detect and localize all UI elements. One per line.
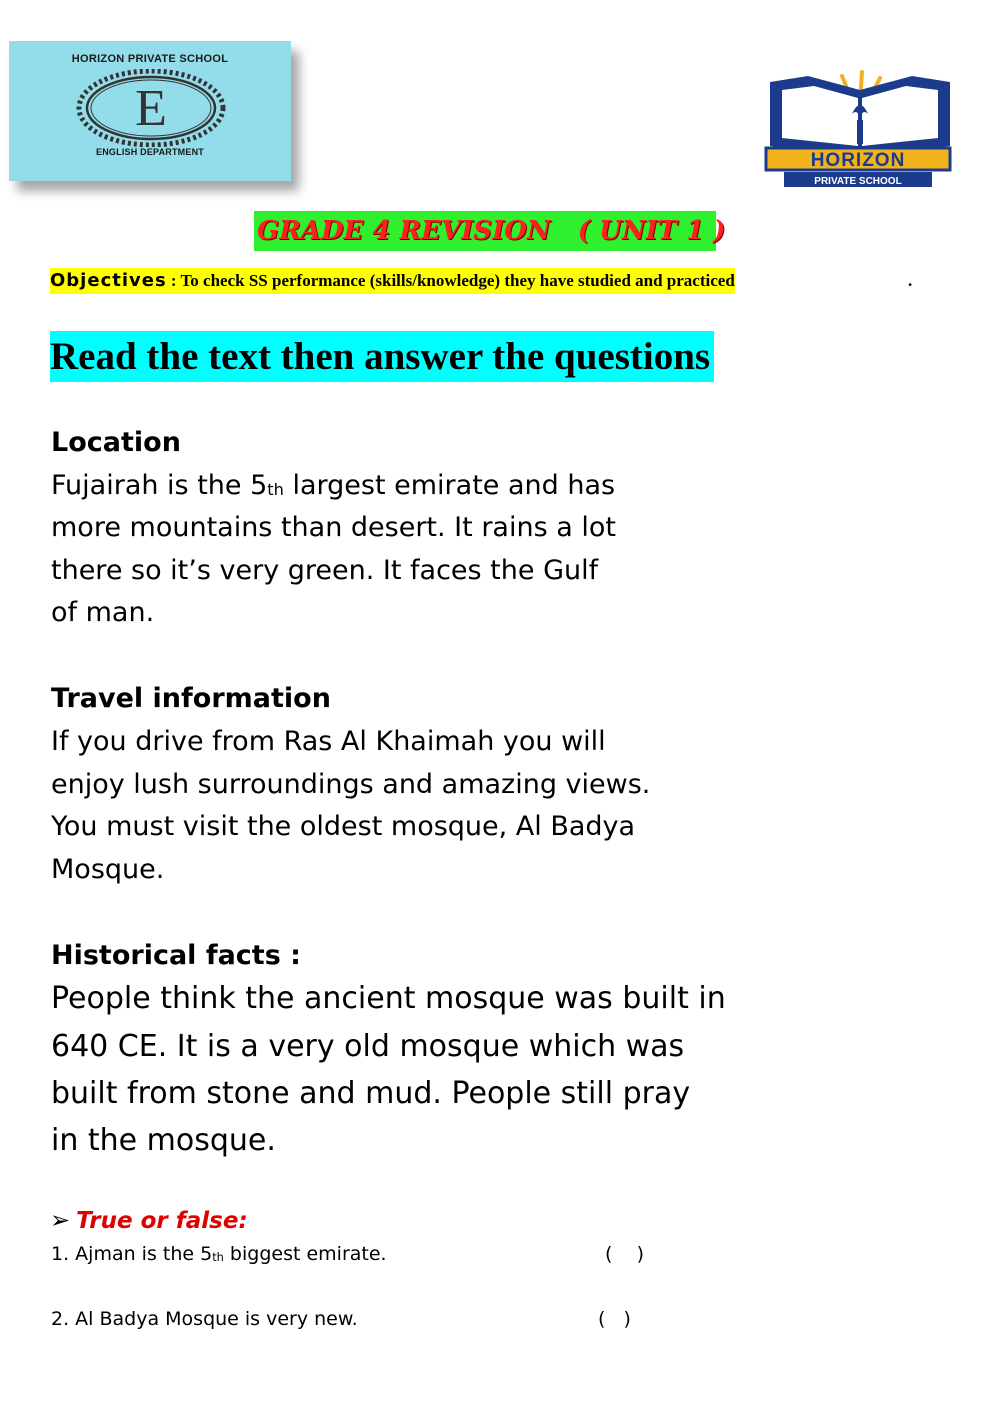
logo-subtitle: PRIVATE SCHOOL [814,176,902,187]
travel-line: You must visit the oldest mosque, Al Badya [51,811,636,842]
historical-line: 640 CE. It is a very old mosque which was [51,1029,685,1064]
historical-line: People think the ancient mosque was built in [51,981,726,1016]
objectives-end: . [908,271,913,290]
logo-name: HORIZON [810,150,906,171]
true-false-label: True or false: [76,1208,248,1234]
badge-department-name: ENGLISH DEPARTMENT [96,147,204,157]
location-line: there so it’s very green. It faces the Gulf [51,555,599,586]
true-false-heading [50,1206,248,1234]
location-line: more mountains than desert. It rains a lot [51,512,616,543]
objectives-label: Objectives [50,270,167,291]
objectives [50,268,735,294]
section-title-location: Location [51,427,181,458]
badge-school-name: HORIZON PRIVATE SCHOOL [71,53,229,65]
question-2: 2. Al Badya Mosque is very new. [51,1308,358,1330]
page-title: GRADE 4 REVISION ( UNIT 1 ) [254,211,716,251]
badge-letter: E [135,80,167,137]
historical-line: in the mosque. [51,1123,276,1158]
objectives-text: : To check SS performance (skills/knowledge) they have studied and practiced [166,271,735,290]
location-line: of man. [51,597,155,628]
horizon-school-logo [762,68,954,193]
answer-box-2[interactable]: ( ) [598,1308,631,1330]
arrow-bullet-icon: ➢ [50,1206,71,1234]
english-department-badge [9,41,291,181]
instruction-heading: Read the text then answer the questions [50,331,714,382]
location-line: Fujairah is the 5th largest emirate and has [51,470,616,501]
badge-emblem-icon [71,69,231,147]
section-title-travel: Travel information [51,683,331,714]
answer-box-1[interactable]: ( ) [605,1243,644,1265]
travel-line: enjoy lush surroundings and amazing views. [51,769,651,800]
question-1: 1. Ajman is the 5th biggest emirate. [51,1243,387,1265]
travel-line: Mosque. [51,854,165,885]
historical-line: built from stone and mud. People still pray [51,1076,691,1111]
travel-line: If you drive from Ras Al Khaimah you will [51,726,606,757]
section-title-historical: Historical facts : [51,940,301,971]
